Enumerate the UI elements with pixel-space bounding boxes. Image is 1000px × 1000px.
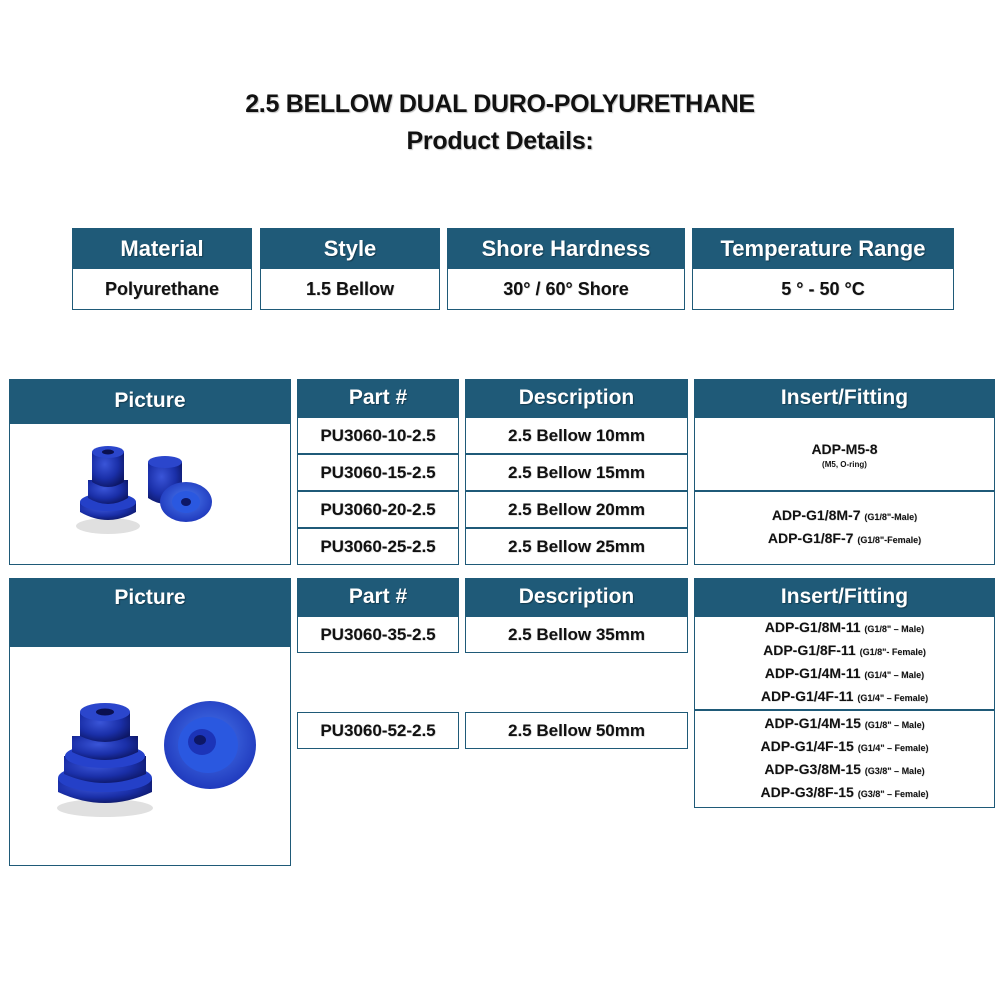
fitting-line — [764, 759, 924, 782]
spec-value: 1.5 Bellow — [305, 278, 395, 299]
fitting-code: ADP-G1/8M-11 — [764, 619, 861, 635]
table1-part-cell: PU3060-20-2.5 — [297, 491, 459, 528]
table1-description-cell: 2.5 Bellow 20mm — [465, 491, 688, 528]
table2-fitting-a — [694, 616, 995, 710]
fitting-line — [764, 713, 924, 736]
spec-value: 30° / 60° Shore — [503, 278, 629, 299]
fitting-code: ADP-G1/4F-11 — [760, 688, 854, 704]
fitting-line — [768, 528, 921, 551]
spec-label: Style — [261, 229, 439, 269]
page-subtitle: Product Details: — [406, 127, 594, 155]
table1-description-cell: 2.5 Bellow 15mm — [465, 454, 688, 491]
fitting-code: ADP-G1/4M-15 — [764, 715, 861, 731]
table1-description-cell: 2.5 Bellow 10mm — [465, 417, 688, 454]
fitting-line — [765, 617, 924, 640]
fitting-line — [761, 686, 928, 709]
table1-fitting-a — [694, 417, 995, 491]
table2-description-cell: 2.5 Bellow 50mm — [465, 712, 688, 749]
table1-part-cell: PU3060-10-2.5 — [297, 417, 459, 454]
bellow-cup-large-image — [50, 690, 260, 820]
spec-value: Polyurethane — [104, 278, 220, 299]
fitting-note: (G3/8" – Male) — [864, 766, 925, 776]
fitting-code: ADP-G1/4M-11 — [764, 665, 861, 681]
fitting-code: ADP-G1/4F-15 — [760, 738, 854, 754]
fitting-code: ADP-G1/8F-7 — [767, 530, 854, 546]
fitting-note: (G1/4" – Female) — [857, 693, 929, 703]
spec-label: Material — [73, 229, 251, 269]
table2-header-description: Description — [465, 578, 688, 616]
fitting-line — [772, 505, 917, 528]
fitting-note: (G1/8" – Male) — [864, 720, 925, 730]
fitting-code: ADP-G3/8F-15 — [760, 784, 854, 800]
table1-fitting-b — [694, 491, 995, 565]
fitting-code: ADP-G1/8F-11 — [763, 642, 856, 658]
spec-label: Shore Hardness — [448, 229, 684, 269]
fitting-line — [763, 640, 926, 663]
table2-header-picture: Picture — [9, 578, 291, 646]
fitting-note: (G1/8"-Male) — [864, 512, 918, 522]
spec-shore-hardness — [447, 228, 685, 310]
fitting-line — [760, 736, 928, 759]
table2-header-insert: Insert/Fitting — [694, 578, 995, 616]
fitting-code: ADP-G1/8M-7 — [771, 507, 861, 523]
table2-header-part: Part # — [297, 578, 459, 616]
fitting-note: (G1/4" – Female) — [857, 743, 929, 753]
table1-description-cell: 2.5 Bellow 25mm — [465, 528, 688, 565]
fitting-note: (G1/8" – Male) — [864, 624, 925, 634]
table1-header-picture: Picture — [9, 379, 291, 423]
fitting-note: (G1/4" – Male) — [864, 670, 925, 680]
table2-description-cell: 2.5 Bellow 35mm — [465, 616, 688, 653]
table2-part-cell: PU3060-52-2.5 — [297, 712, 459, 749]
table1-part-cell: PU3060-15-2.5 — [297, 454, 459, 491]
table1-header-insert: Insert/Fitting — [694, 379, 995, 417]
spec-material — [72, 228, 252, 310]
spec-label: Temperature Range — [693, 229, 953, 269]
spec-value: 5 ° - 50 °C — [781, 278, 865, 299]
table1-part-cell: PU3060-25-2.5 — [297, 528, 459, 565]
fitting-note: (G3/8" – Female) — [857, 789, 929, 799]
spec-temperature-range — [692, 228, 954, 310]
spec-style — [260, 228, 440, 310]
table2-fitting-b — [694, 710, 995, 808]
table1-header-part: Part # — [297, 379, 459, 417]
page-title: 2.5 BELLOW DUAL DURO-POLYURETHANE — [245, 90, 755, 118]
fitting-code: ADP-M5-8 — [811, 440, 878, 457]
bellow-cup-small-image — [70, 440, 220, 540]
fitting-note: (G1/8"-Female) — [857, 535, 922, 545]
table2-part-cell: PU3060-35-2.5 — [297, 616, 459, 653]
table1-header-description: Description — [465, 379, 688, 417]
fitting-line — [760, 782, 928, 805]
fitting-note: (G1/8"- Female) — [859, 647, 926, 657]
fitting-line — [765, 663, 924, 686]
fitting-note: (M5, O-ring) — [822, 459, 867, 469]
fitting-code: ADP-G3/8M-15 — [764, 761, 861, 777]
